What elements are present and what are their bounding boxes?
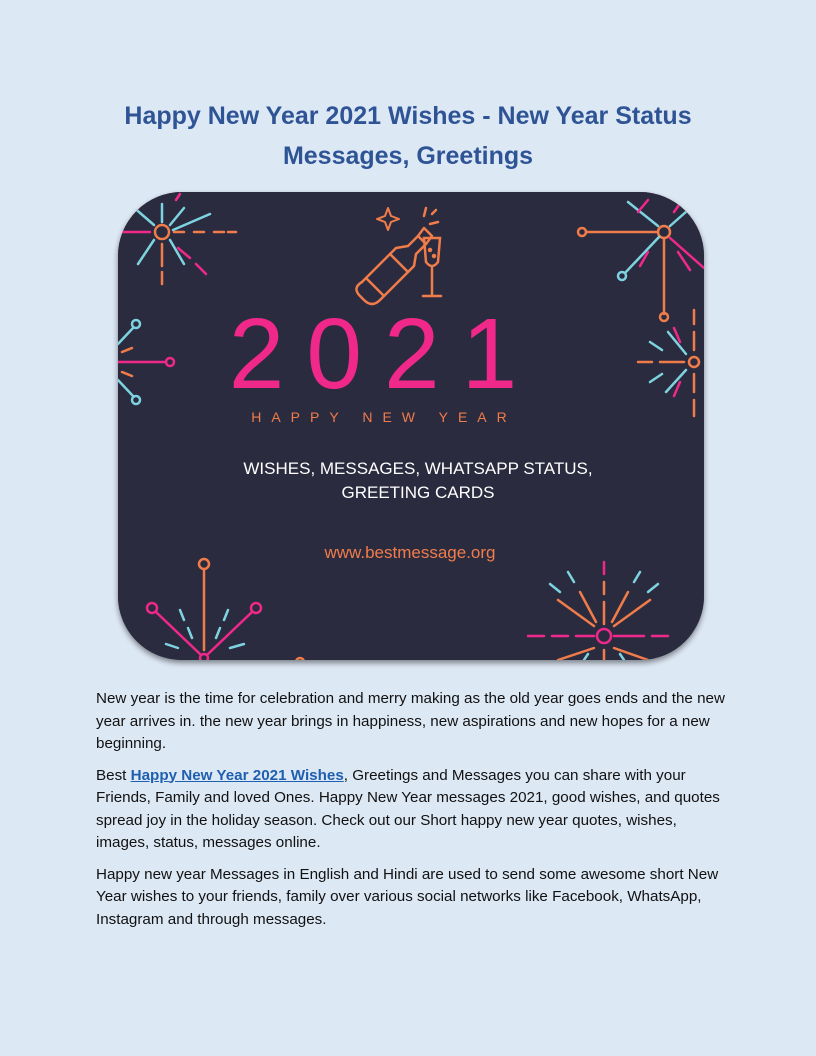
wishes-link[interactable]: Happy New Year 2021 Wishes [130,766,344,784]
article-body [96,688,726,940]
card-year: 2021 [228,298,540,410]
paragraph-wishes-prefix: Best [96,766,131,784]
paragraph-intro: New year is the time for celebration and merry making as the old year goes ends and the new year arrives in. the new year brings in happiness, new aspirations and new hopes for a new beginning. [96,690,725,752]
card-subtitle: HAPPY NEW YEAR [251,409,517,425]
paragraph-languages: Happy new year Messages in English and Hindi are used to send some awesome short New Year wishes to your friends, family over various social networks like Facebook, WhatsApp, Instagram and through messages. [96,865,719,928]
greeting-card-artwork [118,192,704,660]
greeting-card-image [118,192,704,660]
page-title: Happy New Year 2021 Wishes - New Year Status Messages, Greetings [124,102,692,170]
card-url: www.bestmessage.org [324,543,496,562]
paragraph-wishes [96,765,726,855]
card-tagline-line2: GREETING CARDS [341,483,495,502]
paragraph-wishes-rest: , Greetings and Messages you can share with your Friends, Family and loved Ones. Happy New Year messages 2021, good wishes, and quotes spread joy in the holiday season. Check out our Short happy new year quotes, wishes, images, status, messages online. [96,766,720,851]
card-tagline-line1: WISHES, MESSAGES, WHATSAPP STATUS, [243,459,593,478]
